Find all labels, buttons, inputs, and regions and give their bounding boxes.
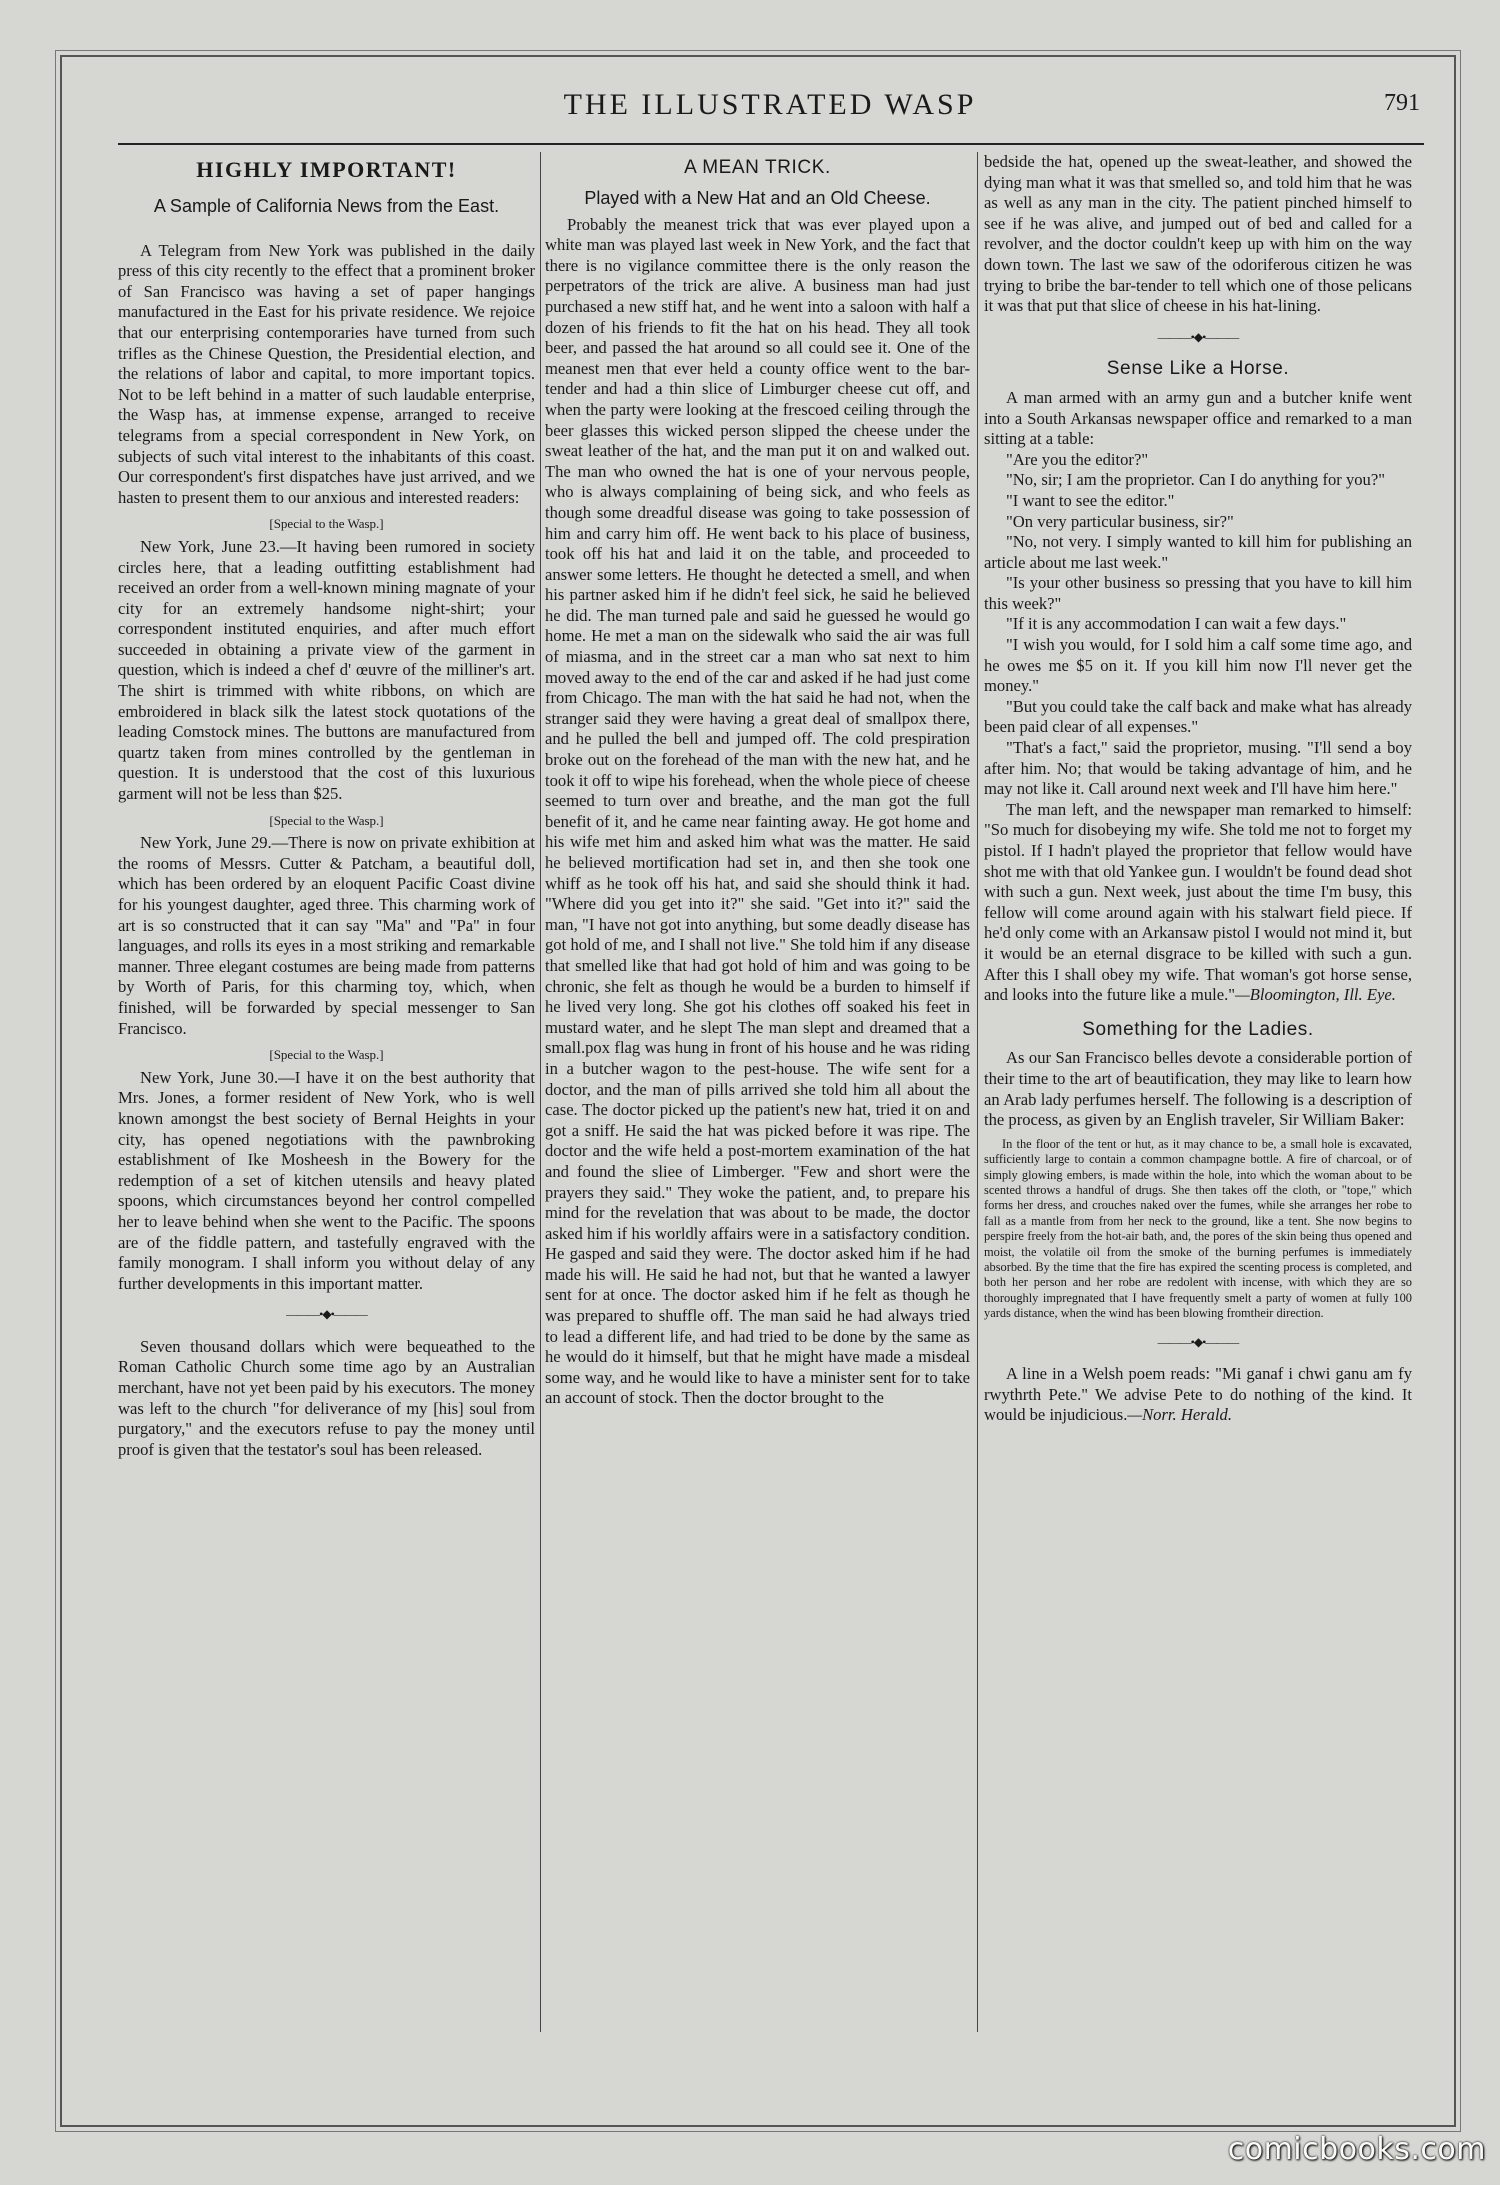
column-left: [118, 152, 535, 1460]
article-paragraph: "That's a fact," said the proprietor, musing. "I'll send a boy after him. No; that would be taking advantage of him, and he may not like it. Call around next week and I'll have him here.": [984, 738, 1412, 799]
article-credit: —Norr. Herald.: [1127, 1405, 1232, 1425]
article-subhead: A Sample of California News from the East.: [153, 195, 500, 216]
dispatch-text: New York, June 23.—It having been rumored in society circles here, that a leading outfitting establishment had received an order from a well-known mining magnate of your city for an extremely handsome night-shirt; your correspondent instituted enquiries, and after much effort succeeded in obtaining a private view of the garment in question, which is indeed a chef d' œuvre of the milliner's art. The shirt is trimmed with white ribbons, on which are embroidered in black silk the latest stock quotations of the leading Comstock mines. The buttons are manufactured from quartz taken from mines controlled by the gentleman in question. It is understood that the cost of this luxurious garment will not be less than $25.: [118, 536, 535, 804]
article-paragraph: "No, not very. I simply wanted to kill him for publishing an article about me last week.": [984, 532, 1412, 572]
article-continuation: bedside the hat, opened up the sweat-leather, and showed the dying man what it was that smelled so, and told him that he was as well as any man in the city. The patient pinched himself to see if he was alive, and jumped out of bed and called for a revolver, and the doctor couldn't keep up with him on the way down town. The last we saw of the odoriferous citizen he was trying to bribe the bar-tender to tell which one of those pelicans it was that put that slice of cheese in his hat-lining.: [984, 152, 1412, 316]
article-paragraph: "But you could take the calf back and make what has already been paid clear of all expenses.": [984, 696, 1412, 737]
section-ornament: ———•◆•———: [286, 1307, 367, 1322]
article-paragraph: Seven thousand dollars which were bequeathed to the Roman Catholic Church some time ago by an Australian merchant, have not yet been paid by his executors. The money was left to the church "for deliverance of my [his] soul from purgatory," and the executors refuse to pay the money until proof is given that the testator's soul has been released.: [118, 1336, 535, 1459]
article-paragraph: [984, 1364, 1412, 1426]
article-paragraph: [984, 800, 1412, 1006]
article-paragraph: A Telegram from New York was published in the daily press of this city recently to the effect that a prominent broker of San Francisco was having a set of paper hangings manufactured in the East for his private residence. We rejoice that our enterprising contemporaries have turned from such trifles as the Chinese Question, the Presidential election, and the relations of labor and capital, to more important topics. Not to be left behind in a matter of such laudable enterprise, the Wasp has, at immense expense, arranged to receive telegrams from a special correspondent in New York, on subjects of such vital interest to the inhabitants of this coast. Our correspondent's first dispatches have just arrived, and we hasten to present them to our anxious and interested readers:: [118, 240, 535, 507]
dispatch-label: [Special to the Wasp.]: [269, 516, 384, 532]
article-headline: Something for the Ladies.: [1082, 1018, 1314, 1040]
article-credit: —Bloomington, Ill. Eye.: [1235, 985, 1396, 1005]
site-watermark: comicbooks.com: [1227, 2132, 1486, 2167]
section-ornament: ———•◆•———: [1157, 1334, 1239, 1349]
article-paragraph: Probably the meanest trick that was ever played upon a white man was played last week in New York, and the fact that there is no vigilance committee there is the only reason the perpetrators of the trick are alive. A business man had just purchased a new stiff hat, and he went into a saloon with half a dozen of his friends to fit the hat on his head. They all took beer, and passed the hat around so all could see it. One of the meanest men that ever held a county office went to the bar-tender and had a thin slice of Limburger cheese cut off, and when the party were looking at the frescoed ceiling through the beer glasses this wicked person slipped the cheese under the sweat leather of the hat, and the man put it on and walked out. The man who owned the hat is one of your nervous people, who is always complaining of being sick, and who feels as though some dreadful disease was going to take possession of him and carry him off. He went back to his place of business, took off his hat and laid it on the table, and proceeded to answer some letters. He thought he detected a smell, and when his partner asked him if he didn't feel sick, he said he believed he did. The man turned pale and said he guessed he would go home. He met a man on the sidewalk who said the air was full of miasma, and in the street car a man who sat next to him moved away to the end of the car and asked if he had just come from Chicago. The man with the hat said he had not, when the stranger said they were having a great deal of smallpox there, and he pulled the bell and jumped off. The cold prespiration broke out on the forehead of the man with the new hat, and he took it off to wipe his forehead, when the whole piece of cheese seemed to turn over and breathe, and the man got the full benefit of it, and he came near fainting away. He got home and his wife met him and asked him what was the matter. He said he believed mortification had set in, and then she took one whiff as he took off his hat, and said she should think it had. "Where did you get into it?" she said. "Get into it?" said the man, "I have not got into anything, but some deadly disease has got hold of me, and I shall not live." She told him if any disease that smelled like that had got hold of him and was going to be chronic, she felt as though he would be a burden to himself if he lived very long. She got his clothes off soaked his feet in mustard water, and he slept The man slept and dreamed that a small.pox flag was hung in front of his house and he was riding in a butcher wagon to the pest-house. The wife sent for a doctor, and the man of pills arrived she told him all about the case. The doctor picked up the patient's new hat, tried it on and got a sniff. He said the hat was picked before it was ripe. The doctor and the wife held a post-mortem examination of the hat and found the sliee of Limberger. "Few and short were the prayers they said." They woke the patient, and, to prepare his mind for the revelation that was about to be made, the doctor asked him if his worldly affairs were in a satisfactory condition. He gasped and said they were. The doctor asked him if he had made his will. He said he had not, but that he wanted a lawyer sent for at once. The doctor asked him if he felt as though he was prepared to shuffle off. The man said he had always tried to lead a different life, and had tried to be done by the same as he would do it himself, but that he might have made a misdeal some way, and he would like to have a minister sent for to take an account of stock. Then the doctor brought to the: [545, 214, 970, 1408]
article-headline: HIGHLY IMPORTANT!: [196, 157, 457, 182]
article-paragraph-text: A line in a Welsh poem reads: "Mi ganaf i chwi ganu am fy rwythrth Pete." We advise Pete to do nothing of the kind. It would be injudicious.: [984, 1364, 1412, 1425]
article-paragraph: "Is your other business so pressing that you have to kill him this week?": [984, 573, 1412, 613]
article-paragraph: "I wish you would, for I sold him a calf some time ago, and he owes me $5 on it. If you kill him now I'll never get the money.": [984, 635, 1412, 696]
article-paragraph: As our San Francisco belles devote a considerable portion of their time to the art of beautification, they may like to learn how an Arab lady perfumes herself. The following is a description of the process, as given by an English traveler, Sir William Baker:: [984, 1048, 1412, 1130]
article-paragraph: "I want to see the editor.": [1006, 490, 1175, 510]
column-divider: [540, 152, 541, 2032]
article-paragraph: "No, sir; I am the proprietor. Can I do anything for you?": [1006, 470, 1385, 490]
dispatch-text: New York, June 29.—There is now on private exhibition at the rooms of Messrs. Cutter & Patcham, a beautiful doll, which has been ordered by an eloquent Pacific Coast divine for his youngest daughter, aged three. This charming work of art is so constructed that it can say "Ma" and "Pa" in four languages, and rolls its eyes in a most striking and remarkable manner. Three elegant costumes are being made from patterns by Worth of Paris, for this charming toy, which, when finished, will be forwarded by special messenger to San Francisco.: [118, 833, 535, 1038]
article-paragraph: A man armed with an army gun and a butcher knife went into a South Arkansas newspaper office and remarked to a man sitting at a table:: [984, 387, 1412, 449]
column-middle: [545, 152, 970, 1409]
publication-title: THE ILLUSTRATED WASP: [563, 88, 977, 121]
masthead: [120, 88, 1420, 128]
article-paragraph-text: The man left, and the newspaper man remarked to himself: "So much for disobeying my wife. She told me not to forget my pistol. If I hadn't played the proprietor that fellow would have shot me with that old Yankee gun. I wouldn't be found dead shot with such a gun. Next week, just about the time I'm busy, this fellow will come around again with his stalwart field piece. If he'd only come with an Arkansaw pistol I would not mind it, but it would be an eternal disgrace to be killed with such a gun. After this I shall obey my wife. That woman's got horse sense, and looks into the future like a mule.": [984, 799, 1412, 1005]
dispatch-text: New York, June 30.—I have it on the best authority that Mrs. Jones, a former resident of New York, who is well known amongst the best society of Bernal Heights in your city, has opened negotiations with the pawnbroking establishment of Ike Mosheesh in the Bowery for the redemption of a set of kitchen utensils and heavy plated spoons, which circumstances beyond her control compelled her to leave behind when she went to the Pacific. The spoons are of the fiddle pattern, and tastefully engraved with the family monogram. I shall inform you without delay of any further developments in this important matter.: [118, 1067, 535, 1293]
article-headline: Sense Like a Horse.: [1106, 358, 1290, 380]
quoted-text: In the floor of the tent or hut, as it may chance to be, a small hole is excavated, sufficiently large to contain a common champagne bottle. A fire of charcoal, or of simply glowing embers, is made within the hole, into which the woman about to be scented throws a handful of drugs. She then takes off the cloth, or "tope," which forms her dress, and crouches naked over the fumes, while she arranges her robe to fall as a mantle from from her neck to the ground, like a tent. She now begins to perspire freely from the hot-air bath, and, the pores of the skin being thus opened and moist, the volatile oil from the smoke of the burning perfumes is immediately absorbed. By the time that the fire has expired the scenting process is completed, and both her person and her robe are redolent with incense, with which they are so thoroughly impregnated that I have frequently smelt a party of women at fully 100 yards distance, when the wind has been blowing fromtheir direction.: [984, 1136, 1412, 1321]
quoted-passage: [984, 1137, 1412, 1322]
section-ornament: ———•◆•———: [1157, 329, 1239, 344]
article-paragraph: "Are you the editor?": [1006, 449, 1149, 469]
header-rule: [118, 143, 1424, 145]
dispatch-label: [Special to the Wasp.]: [269, 1047, 384, 1063]
column-right: [984, 152, 1412, 1426]
article-paragraph: "On very particular business, sir?": [1006, 511, 1234, 531]
article-paragraph: "If it is any accommodation I can wait a few days.": [1006, 614, 1347, 634]
column-divider: [977, 152, 978, 2032]
page-number: 791: [1384, 90, 1420, 116]
article-headline: A MEAN TRICK.: [684, 157, 831, 178]
article-subhead: Played with a New Hat and an Old Cheese.: [584, 187, 931, 208]
dispatch-label: [Special to the Wasp.]: [269, 812, 384, 828]
